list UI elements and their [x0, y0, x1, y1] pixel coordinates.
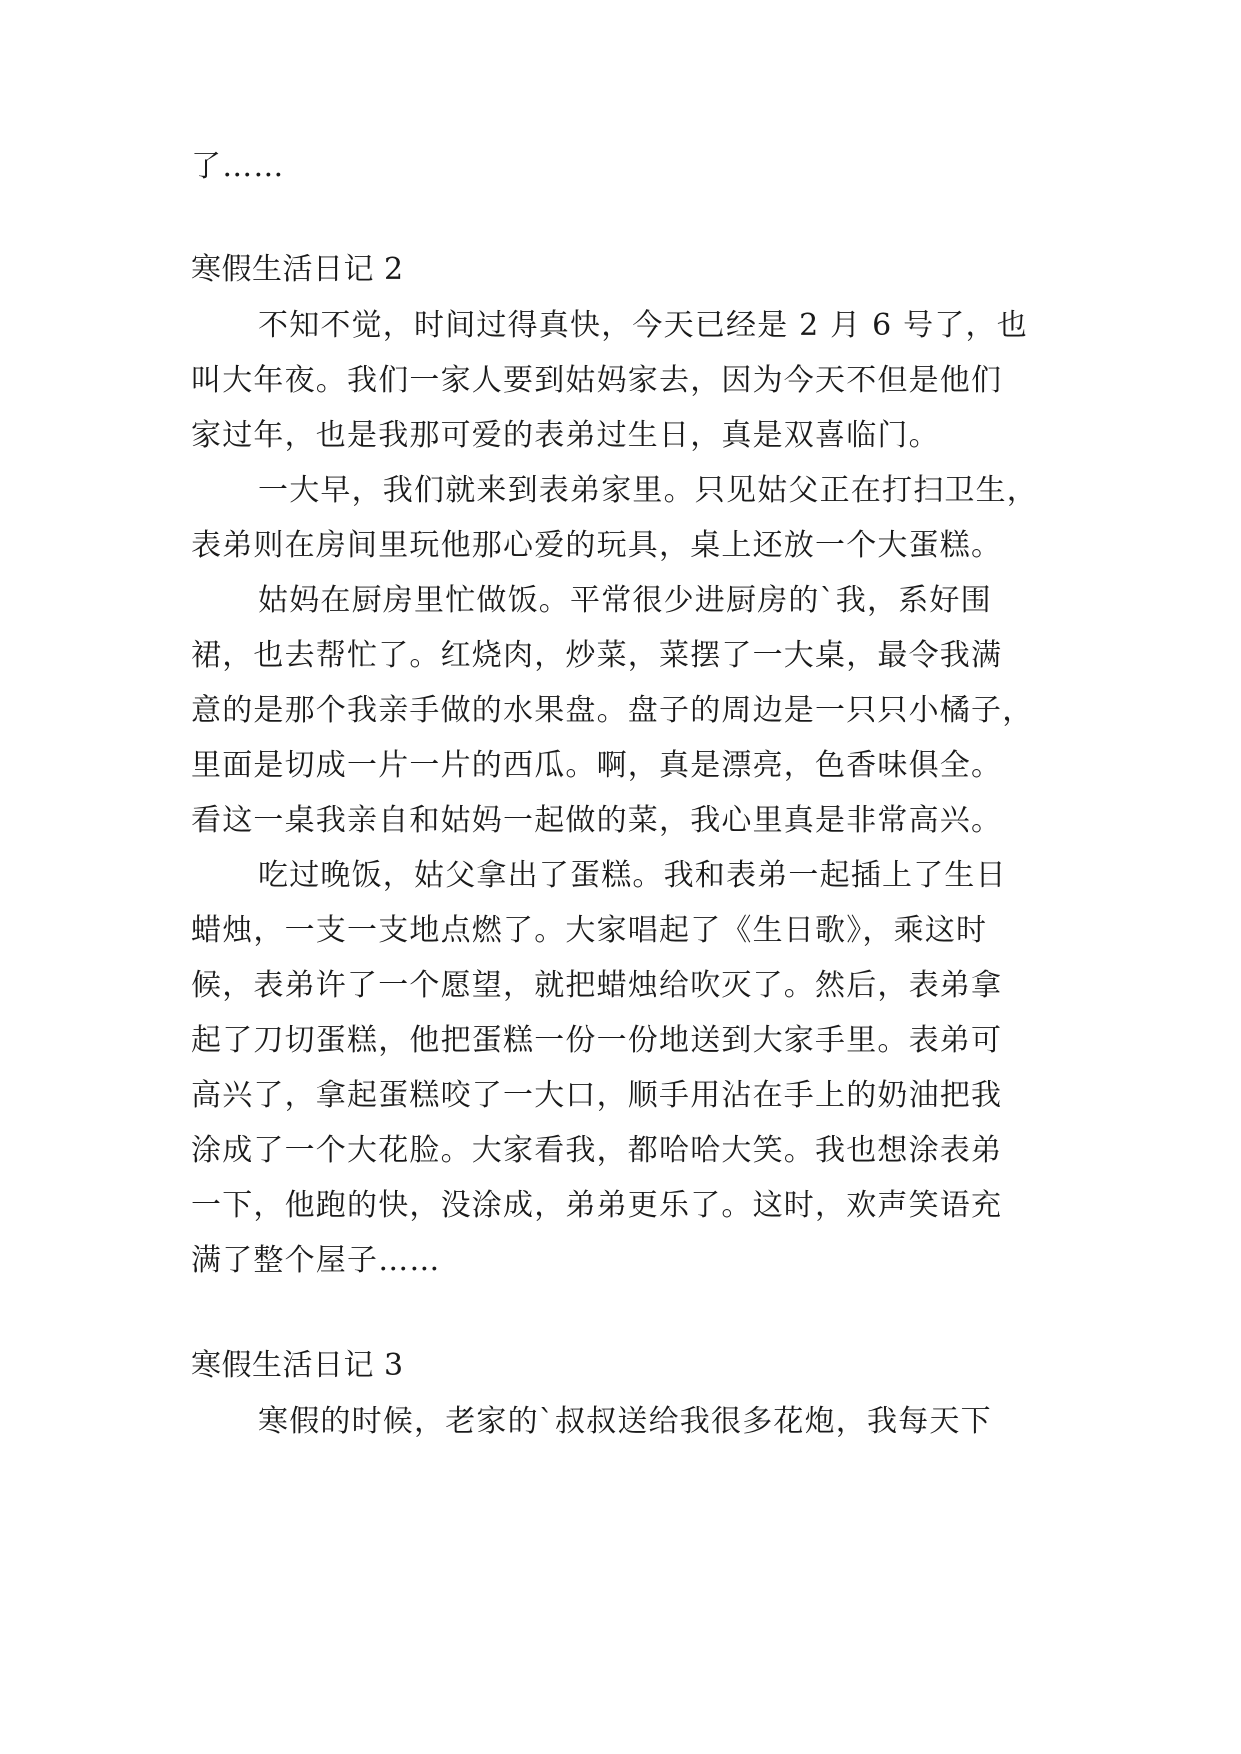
diary-2-line: 表弟则在房间里玩他那心爱的玩具，桌上还放一个大蛋糕。	[191, 528, 1003, 563]
previous-entry-ending: 了……	[191, 149, 285, 184]
diary-2-line: 叫大年夜。我们一家人要到姑妈家去，因为今天不但是他们	[191, 363, 1003, 398]
diary-3-title: 寒假生活日记 3	[191, 1348, 404, 1383]
diary-3-line: 寒假的时候，老家的`叔叔送给我很多花炮，我每天下	[258, 1404, 992, 1439]
diary-2-line: 看这一桌我亲自和姑妈一起做的菜，我心里真是非常高兴。	[191, 803, 1003, 838]
diary-2-line: 吃过晚饭，姑父拿出了蛋糕。我和表弟一起插上了生日	[258, 858, 1007, 893]
diary-2-line: 满了整个屋子……	[191, 1243, 441, 1278]
diary-2-line: 高兴了，拿起蛋糕咬了一大口，顺手用沾在手上的奶油把我	[191, 1078, 1003, 1113]
diary-2-line: 家过年，也是我那可爱的表弟过生日，真是双喜临门。	[191, 418, 940, 453]
diary-2-line: 里面是切成一片一片的西瓜。啊，真是漂亮，色香味俱全。	[191, 748, 1003, 783]
diary-2-line: 意的是那个我亲手做的水果盘。盘子的周边是一只只小橘子，	[191, 693, 1034, 728]
diary-2-line: 不知不觉，时间过得真快，今天已经是 2 月 6 号了，也	[258, 308, 1028, 343]
diary-2-line: 涂成了一个大花脸。大家看我，都哈哈大笑。我也想涂表弟	[191, 1133, 1003, 1168]
diary-2-line: 一下，他跑的快，没涂成，弟弟更乐了。这时，欢声笑语充	[191, 1188, 1003, 1223]
diary-2-line: 蜡烛，一支一支地点燃了。大家唱起了《生日歌》，乘这时	[191, 913, 988, 948]
diary-2-line: 起了刀切蛋糕，他把蛋糕一份一份地送到大家手里。表弟可	[191, 1023, 1003, 1058]
diary-2-line: 裙，也去帮忙了。红烧肉，炒菜，菜摆了一大桌，最令我满	[191, 638, 1003, 673]
diary-2-line: 姑妈在厨房里忙做饭。平常很少进厨房的`我，系好围	[258, 583, 992, 618]
diary-2-line: 一大早，我们就来到表弟家里。只见姑父正在打扫卫生，	[258, 473, 1038, 508]
diary-2-line: 候，表弟许了一个愿望，就把蜡烛给吹灭了。然后，表弟拿	[191, 968, 1003, 1003]
diary-2-title: 寒假生活日记 2	[191, 252, 404, 287]
